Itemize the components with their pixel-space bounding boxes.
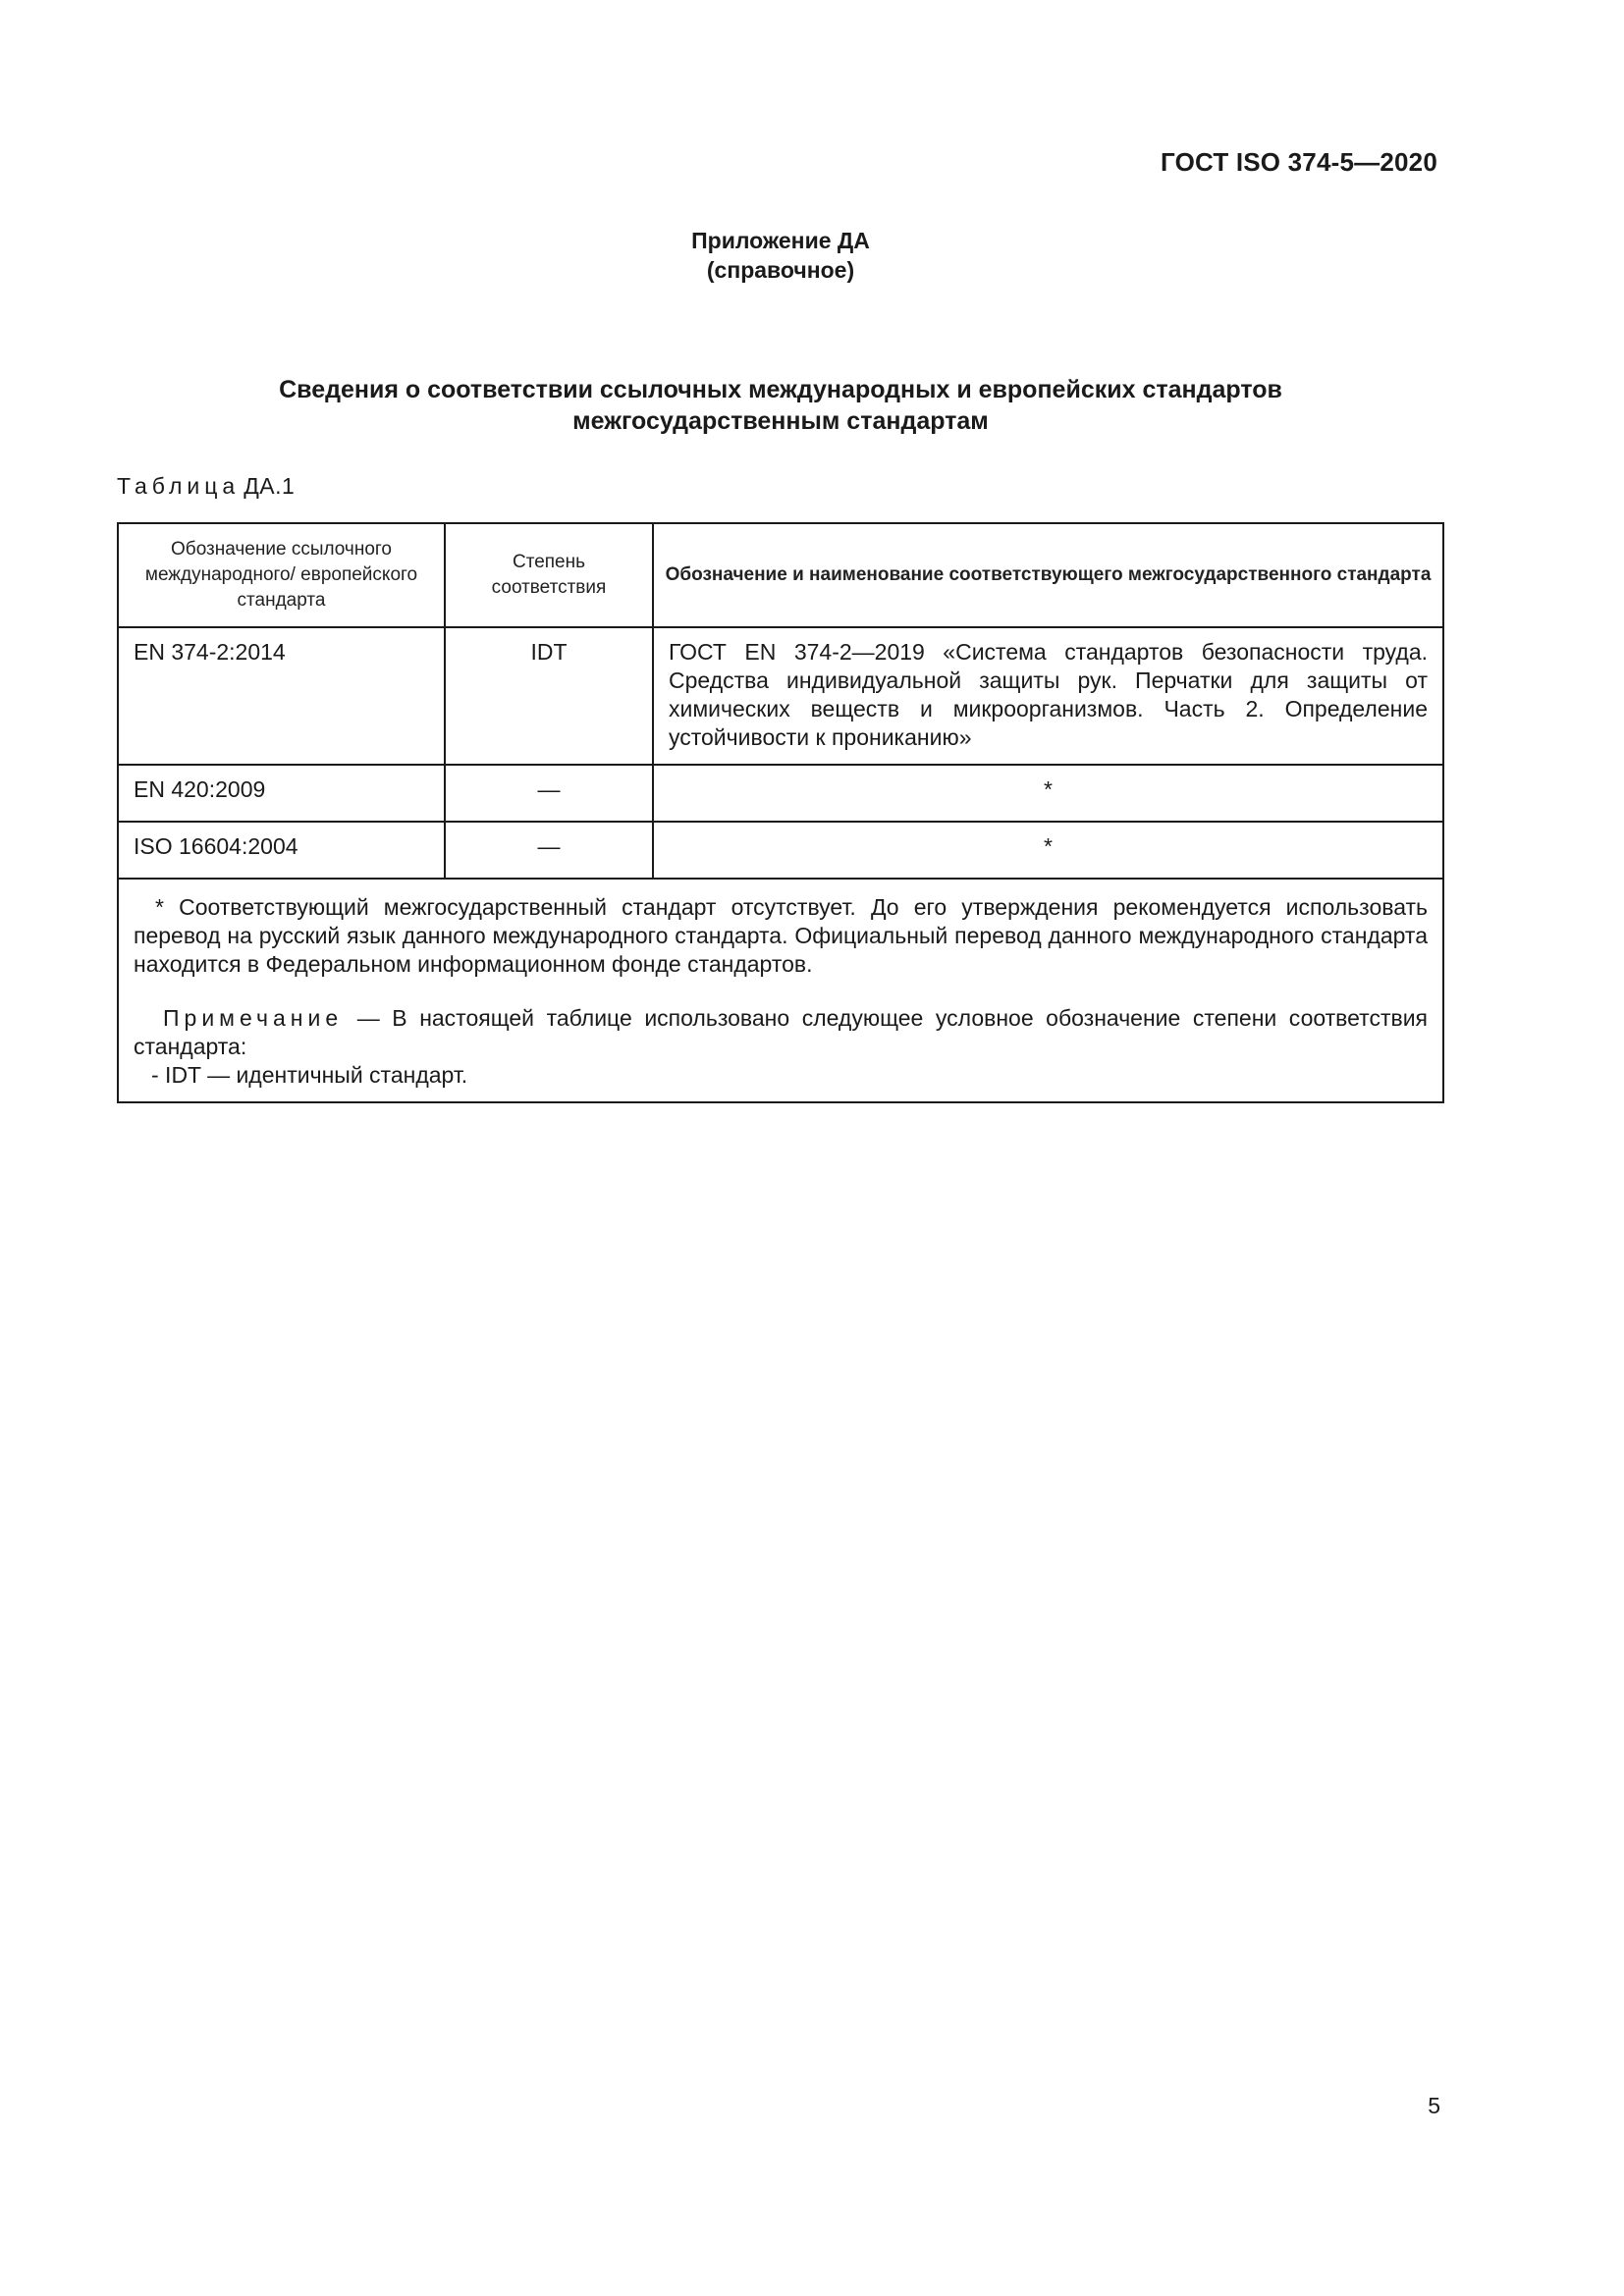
header-cell-reference bbox=[118, 523, 445, 627]
table-header-row bbox=[118, 523, 1443, 627]
table-note bbox=[134, 1004, 1428, 1061]
table-row bbox=[118, 627, 1443, 765]
degree-cell: — bbox=[445, 822, 653, 879]
note-text: — В настоящей таблице использовано следующее условное обозначение степени соответствия стандарта: bbox=[134, 1005, 1429, 1059]
table-caption-word: Таблица bbox=[117, 473, 241, 499]
section-title bbox=[0, 374, 1561, 437]
national-standard-cell: ГОСТ EN 374-2—2019 «Система стандартов безопасности труда. Средства индивидуальной защиты рук. Перчатки для защиты от химических веществ и микроорганизмов. Часть 2. Определение устойчивости к прониканию» bbox=[653, 627, 1443, 765]
degree-cell: — bbox=[445, 765, 653, 822]
reference-cell: ISO 16604:2004 bbox=[118, 822, 445, 879]
table-row bbox=[118, 822, 1443, 879]
table-row bbox=[118, 765, 1443, 822]
appendix-subtitle: (справочное) bbox=[706, 257, 855, 283]
header-reference-text: Обозначение ссылочного международного/ европейского стандарта bbox=[144, 539, 418, 611]
header-national-text: Обозначение и наименование соответствующего межгосударственного стандарта bbox=[665, 564, 1432, 585]
table-footer-cell bbox=[118, 879, 1443, 1102]
page-number: 5 bbox=[1428, 2093, 1440, 2118]
appendix-heading bbox=[0, 226, 1561, 285]
reference-cell: EN 374-2:2014 bbox=[118, 627, 445, 765]
document-code: ГОСТ ISO 374-5—2020 bbox=[1160, 147, 1437, 177]
table-footnote: * Соответствующий межгосударственный стандарт отсутствует. До его утверждения рекомендуется использовать перевод на русский язык данного международного стандарта. Официальный перевод данного международного стандарта находится в Федеральном информационном фонде стандартов. bbox=[134, 894, 1428, 977]
table-caption-number: ДА.1 bbox=[244, 473, 296, 499]
note-list-item: - IDT — идентичный стандарт. bbox=[151, 1062, 468, 1088]
appendix-title: Приложение ДА bbox=[691, 228, 870, 253]
header-degree-text: Степень соответствия bbox=[491, 552, 607, 598]
degree-cell: IDT bbox=[445, 627, 653, 765]
national-standard-cell: * bbox=[653, 822, 1443, 879]
correspondence-table bbox=[117, 522, 1444, 1103]
table-caption bbox=[117, 473, 295, 500]
national-standard-cell: * bbox=[653, 765, 1443, 822]
section-title-line-1: Сведения о соответствии ссылочных международных и европейских стандартов bbox=[279, 376, 1282, 403]
table-footer-row bbox=[118, 879, 1443, 1102]
note-label: Примечание bbox=[163, 1005, 344, 1031]
reference-cell: EN 420:2009 bbox=[118, 765, 445, 822]
header-cell-degree bbox=[445, 523, 653, 627]
section-title-line-2: межгосударственным стандартам bbox=[572, 407, 989, 435]
header-cell-national bbox=[653, 523, 1443, 627]
